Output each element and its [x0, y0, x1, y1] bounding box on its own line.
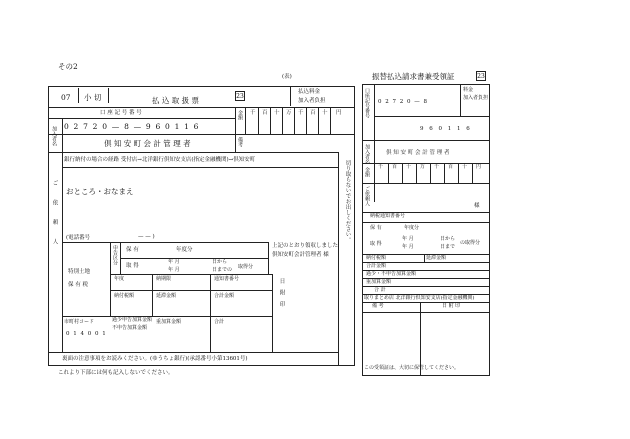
addl-label: 不申告加算金額	[112, 325, 148, 331]
keep-notice: この受領証は、大切に保管してください。	[364, 365, 460, 371]
digit-label: 百	[448, 164, 454, 170]
to-label: 日まで	[440, 244, 456, 250]
back-notice: 裏面の注意事項をお読みください。(ゆうちょ銀行)(承認番号小第13601号)	[62, 356, 248, 362]
bank-note: 取りまとめ店 北洋銀行倶知安支店(指定金融機関)	[364, 295, 475, 301]
fiscal-year: 年度分	[404, 225, 420, 231]
notes-label: 備 考	[372, 303, 384, 309]
digit-label: 千	[434, 164, 440, 170]
year-month: 年 月	[402, 244, 414, 250]
digit-label: 百	[392, 164, 398, 170]
side-label: (表)	[282, 74, 292, 80]
fiscal-year: 年度分	[176, 247, 193, 253]
digit-label: 万	[420, 164, 426, 170]
hold-label: 保 有	[370, 225, 382, 231]
receipt-note: 上記のとおり領収しました	[272, 243, 339, 249]
fee-payer: 加入者負担	[463, 95, 489, 101]
city-code-label: 市町村コード	[64, 319, 95, 325]
late-fee-label: 延滞金額	[156, 293, 177, 299]
digit-label: 千	[298, 110, 304, 116]
digit-label: 百	[262, 110, 268, 116]
sum-label: 合 計	[374, 287, 386, 293]
receipt-stamp: 23	[477, 73, 485, 80]
notice-no-label: 通知書番号	[214, 276, 240, 282]
digit-label: 十	[406, 164, 412, 170]
year-month: 年 月	[168, 267, 180, 273]
deadline-label: 納期限	[156, 276, 172, 282]
slip-number: 07	[61, 93, 71, 102]
total-label: 合計金額	[366, 263, 387, 269]
digit-label: 十	[462, 164, 468, 170]
payee-side-label: 加入者名	[51, 126, 57, 146]
digit-label: 百	[310, 110, 316, 116]
digit-label: 千	[250, 110, 256, 116]
account-code-1: 0 2 7 2 0 — 8	[378, 99, 428, 105]
route-text: 銀行納付の場合の経路 受付店→北洋銀行倶知安支店(指定金融機関)→倶知安町	[64, 157, 256, 163]
page-label: その2	[58, 62, 78, 71]
hold-label: 保 有	[126, 247, 139, 253]
receipt-title: 振替払込請求書兼受領証	[372, 72, 455, 81]
total-label: 合計金額	[214, 293, 235, 299]
account-code-2: 9 6 0 1 1 6	[420, 126, 472, 132]
payee-name: 倶 知 安 町 会 計 管 理 者	[386, 150, 450, 156]
amount-label: 金額	[364, 167, 370, 177]
from-label: 日から	[212, 259, 228, 265]
city-code: 0 1 4 0 0 1	[66, 331, 107, 337]
cut-notice: 切り取らないでお出しください。	[344, 160, 351, 243]
fee-label: 料金	[463, 87, 474, 93]
slip-type: 小 切	[84, 93, 102, 102]
amount-label: 金額	[237, 110, 243, 120]
notes-label: 備考	[237, 137, 243, 147]
tax-name: 保 有 税	[68, 282, 88, 288]
digit-label: 千	[378, 164, 384, 170]
date-stamp-label: 日 附 印	[442, 303, 461, 309]
late-fee-label: 延滞金額	[426, 255, 447, 261]
notice-no-label: 納税通知書番号	[370, 213, 406, 219]
requester-label: ご依頼人	[51, 180, 58, 258]
tax-name: 特別土地	[68, 269, 91, 275]
year-label: 年度	[114, 276, 125, 282]
account-code: 0 2 7 2 0 — 8 — 9 6 0 1 1 6	[64, 122, 200, 131]
heavy-label: 重加算金額	[156, 319, 182, 325]
payee-name: 倶 知 安 町 会 計 管 理 者	[104, 139, 191, 148]
digit-label: 円	[336, 110, 342, 116]
app-label: 申告区分	[112, 245, 118, 265]
sum-label: 合計	[214, 319, 225, 325]
honorific: 様	[474, 203, 480, 209]
tax-amount-label: 納付税額	[114, 293, 135, 299]
digit-label: 円	[476, 164, 482, 170]
date-stamp-label: 日附印	[278, 278, 285, 313]
account-side-label: 口座記号番号	[364, 88, 370, 118]
account-header: 口 座 記 号 番 号	[100, 110, 142, 116]
acq-suffix: 取得分	[238, 264, 254, 270]
address-label: おところ・おなまえ	[66, 187, 134, 196]
no-write-notice: これより下部には何も記入しないでください。	[58, 370, 174, 376]
tax-amount-label: 納付税額	[366, 255, 387, 261]
year-month: 年 月	[168, 259, 180, 265]
phone-label: (電話番号	[66, 235, 91, 241]
heavy-label: 重加算金額	[366, 279, 392, 285]
requester-label: ご依頼人	[364, 186, 370, 206]
to-label: 日までの	[212, 267, 233, 273]
acq-suffix: の取得分	[460, 240, 481, 246]
fee-label: 払込料金	[298, 89, 321, 95]
stamp-number: 23	[236, 93, 244, 100]
year-month: 年 月	[402, 236, 414, 242]
addl-label: 過少・不申告加算金額	[366, 271, 417, 277]
payee-side-label: 加入者名	[364, 144, 370, 164]
digit-label: 十	[274, 110, 280, 116]
digit-label: 十	[322, 110, 328, 116]
addl-label: 過少申告加算金額	[112, 317, 153, 323]
acquire-label: 取 得	[370, 241, 382, 247]
receipt-note-payee: 倶知安町会計管理者 様	[272, 252, 329, 258]
fee-payer: 加入者負担	[298, 98, 326, 104]
phone-dashes: — — )	[138, 234, 155, 240]
acquire-label: 取 得	[126, 263, 139, 269]
digit-label: 万	[286, 110, 292, 116]
from-label: 日から	[440, 236, 456, 242]
slip-title: 払 込 取 扱 票	[152, 96, 200, 105]
